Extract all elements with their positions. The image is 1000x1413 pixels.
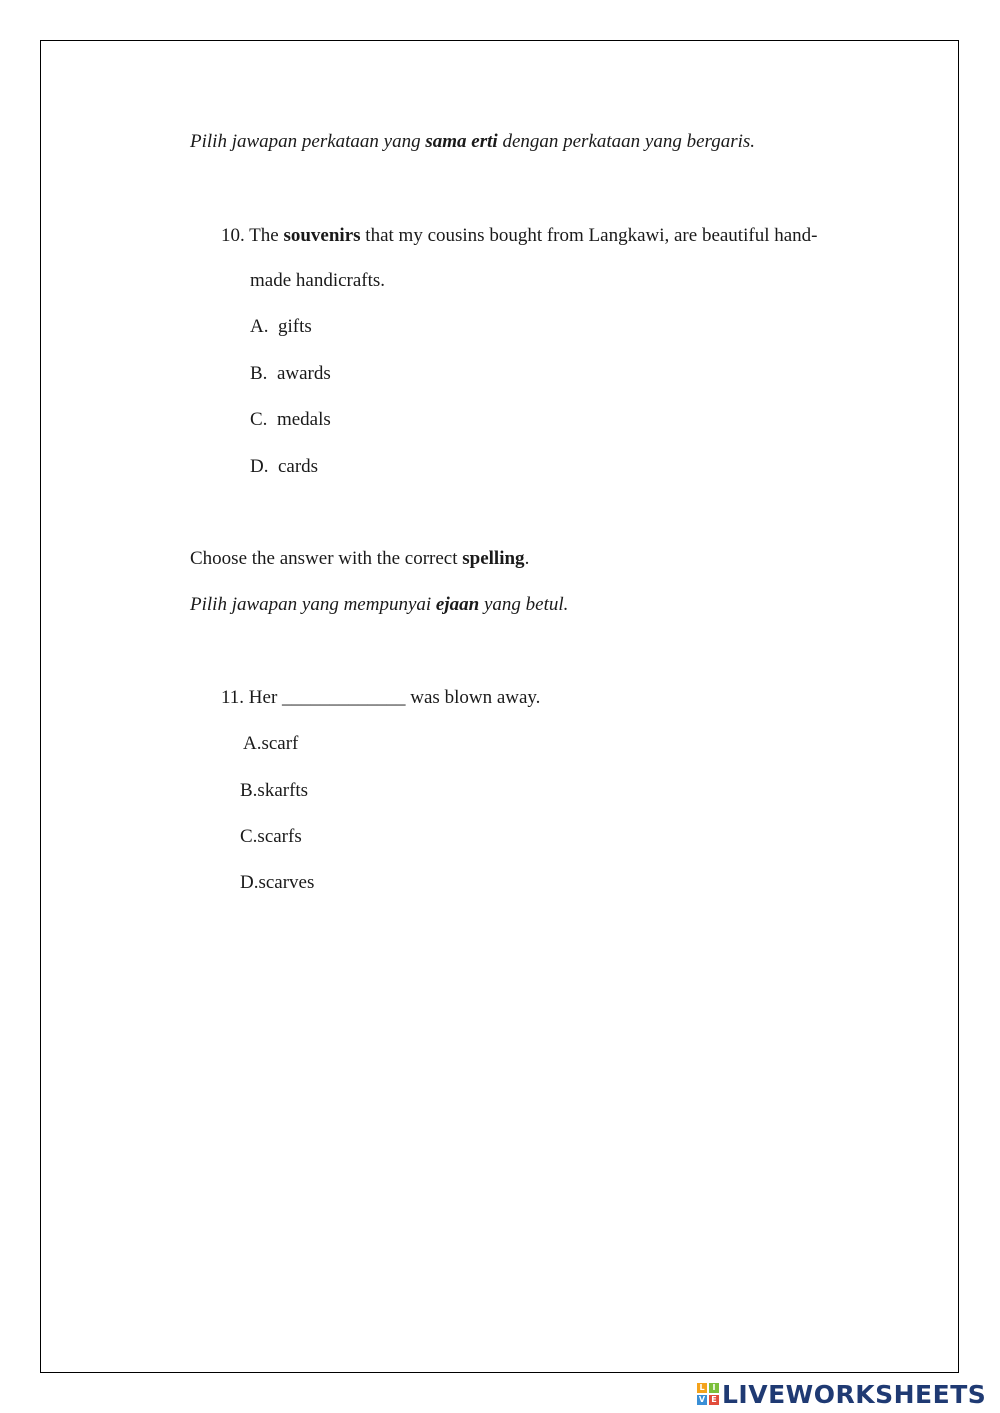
question-11-option-b[interactable]: B.skarfts	[240, 780, 309, 801]
synonym-instruction-ms: Pilih jawapan perkataan yang sama erti dengan perkataan yang bergaris.	[190, 131, 756, 152]
logo-text: LIVEWORKSHEETS	[722, 1379, 987, 1409]
spelling-instruction-ms: Pilih jawapan yang mempunyai ejaan yang betul.	[190, 594, 569, 615]
logo-square-4: E	[709, 1395, 719, 1405]
synonym-keyword: sama erti	[425, 131, 498, 152]
question-11-number: 11.	[221, 687, 245, 708]
question-11-option-c[interactable]: C.scarfs	[240, 826, 302, 847]
question-11-option-a[interactable]: A.scarf	[243, 733, 299, 754]
question-10-option-a[interactable]: A. gifts	[250, 316, 312, 337]
question-10-number: 10.	[221, 225, 245, 246]
question-11-stem: 11. Her _____________ was blown away.	[221, 687, 541, 708]
question-11-option-d[interactable]: D.scarves	[240, 872, 315, 893]
question-10-option-c[interactable]: C. medals	[250, 409, 331, 430]
ejaan-keyword: ejaan	[435, 594, 480, 615]
question-10-option-b[interactable]: B. awards	[250, 363, 331, 384]
question-10-option-d[interactable]: D. cards	[250, 456, 319, 477]
logo-square-2: I	[709, 1383, 719, 1393]
spelling-keyword: spelling	[462, 548, 525, 569]
spelling-instruction-en: Choose the answer with the correct spelling.	[190, 548, 530, 569]
question-10-keyword: souvenirs	[283, 225, 361, 246]
question-10-stem-line2: made handicrafts.	[250, 270, 386, 291]
liveworksheets-logo[interactable]	[697, 1380, 986, 1408]
question-10-stem: 10. The souvenirs that my cousins bought from Langkawi, are beautiful hand-	[221, 225, 818, 246]
logo-grid-icon	[697, 1383, 719, 1405]
logo-square-3: V	[698, 1395, 706, 1404]
logo-square-1: L	[697, 1383, 707, 1393]
